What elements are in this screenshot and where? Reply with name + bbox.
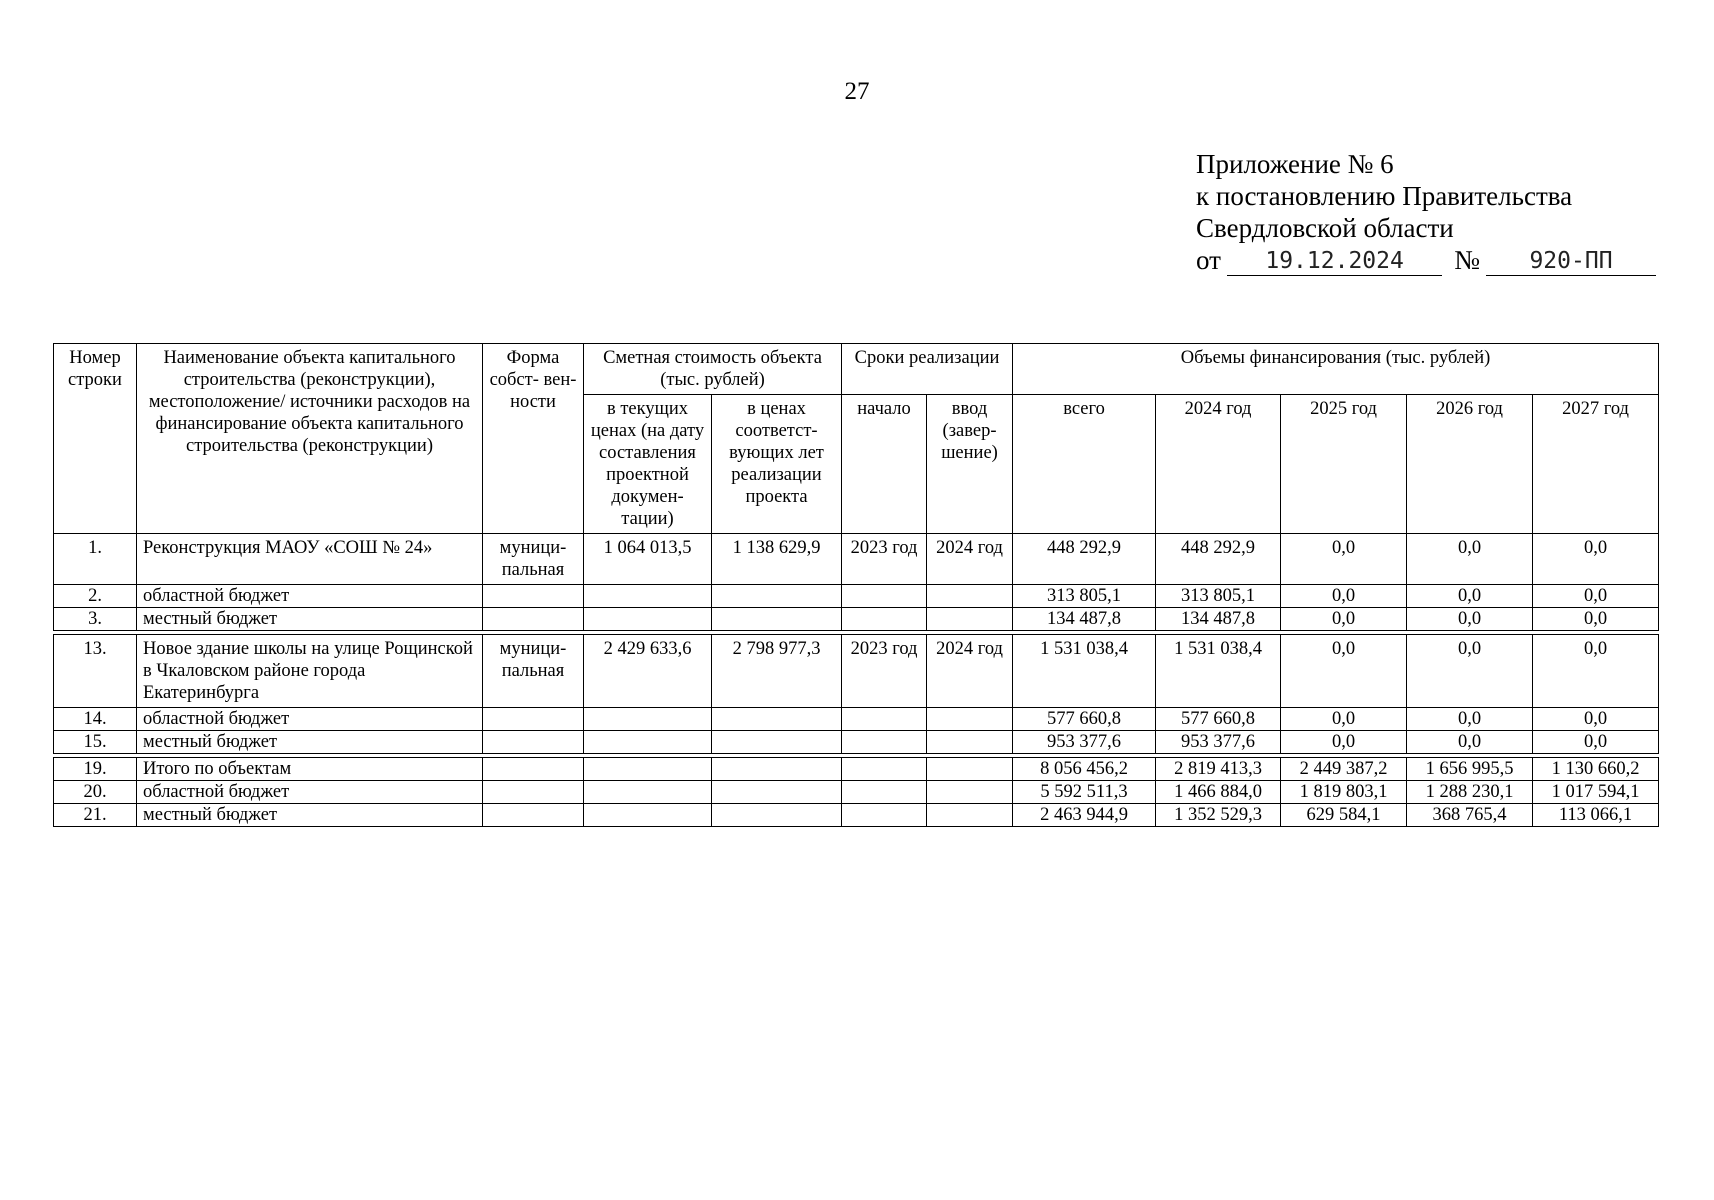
table-row — [54, 608, 1659, 631]
cell-name: областной бюджет — [137, 708, 483, 731]
cell-start: 2023 год — [842, 635, 927, 708]
cell-2024: 1 531 038,4 — [1156, 635, 1281, 708]
cell-2025: 0,0 — [1281, 635, 1407, 708]
table-row — [54, 758, 1659, 781]
cell-form — [483, 758, 584, 781]
cell-num: 13. — [54, 635, 137, 708]
cell-2027: 0,0 — [1533, 585, 1659, 608]
cell-start — [842, 731, 927, 754]
cell-2027: 1 017 594,1 — [1533, 781, 1659, 804]
cell-start — [842, 708, 927, 731]
cell-num: 1. — [54, 534, 137, 585]
header-2024: 2024 год — [1156, 395, 1281, 534]
cell-form — [483, 585, 584, 608]
cell-cost-years — [712, 731, 842, 754]
header-2027: 2027 год — [1533, 395, 1659, 534]
financing-table — [53, 343, 1659, 827]
cell-2024: 2 819 413,3 — [1156, 758, 1281, 781]
cell-cost-current — [584, 608, 712, 631]
header-cost-current: в текущих ценах (на дату составления проектной докумен- тации) — [584, 395, 712, 534]
cell-total: 8 056 456,2 — [1013, 758, 1156, 781]
cell-start — [842, 608, 927, 631]
table-row — [54, 708, 1659, 731]
appendix-title: Приложение № 6 — [1196, 149, 1394, 179]
cell-total: 448 292,9 — [1013, 534, 1156, 585]
cell-name: областной бюджет — [137, 585, 483, 608]
cell-name: местный бюджет — [137, 804, 483, 827]
cell-cost-current — [584, 708, 712, 731]
header-start: начало — [842, 395, 927, 534]
header-cost-years: в ценах соответст- вующих лет реализации проекта — [712, 395, 842, 534]
header-estimated-cost: Сметная стоимость объекта (тыс. рублей) — [584, 344, 842, 395]
appendix-region: Свердловской области — [1196, 213, 1454, 243]
cell-cost-years: 2 798 977,3 — [712, 635, 842, 708]
header-row-number: Номер строки — [54, 344, 137, 534]
cell-2025: 2 449 387,2 — [1281, 758, 1407, 781]
cell-name: областной бюджет — [137, 781, 483, 804]
cell-num: 20. — [54, 781, 137, 804]
resolution-number: 920-ПП — [1486, 247, 1656, 276]
cell-2026: 1 656 995,5 — [1407, 758, 1533, 781]
cell-2024: 953 377,6 — [1156, 731, 1281, 754]
number-label: № — [1454, 245, 1481, 275]
page-number: 27 — [844, 78, 870, 105]
cell-form — [483, 731, 584, 754]
header-2025: 2025 год — [1281, 395, 1407, 534]
cell-2026: 0,0 — [1407, 708, 1533, 731]
cell-num: 2. — [54, 585, 137, 608]
cell-2025: 0,0 — [1281, 731, 1407, 754]
cell-cost-years: 1 138 629,9 — [712, 534, 842, 585]
cell-total: 134 487,8 — [1013, 608, 1156, 631]
cell-cost-current — [584, 804, 712, 827]
cell-2027: 0,0 — [1533, 708, 1659, 731]
cell-cost-current — [584, 758, 712, 781]
cell-form — [483, 781, 584, 804]
cell-2026: 1 288 230,1 — [1407, 781, 1533, 804]
cell-2027: 0,0 — [1533, 608, 1659, 631]
cell-2025: 1 819 803,1 — [1281, 781, 1407, 804]
cell-2025: 0,0 — [1281, 534, 1407, 585]
appendix-block — [1196, 148, 1656, 276]
cell-cost-current — [584, 585, 712, 608]
table-row — [54, 781, 1659, 804]
cell-end — [927, 708, 1013, 731]
cell-end — [927, 608, 1013, 631]
cell-2026: 0,0 — [1407, 534, 1533, 585]
cell-start — [842, 781, 927, 804]
cell-name: Итого по объектам — [137, 758, 483, 781]
cell-end — [927, 731, 1013, 754]
cell-form — [483, 708, 584, 731]
cell-form: муници- пальная — [483, 635, 584, 708]
cell-num: 21. — [54, 804, 137, 827]
cell-2025: 0,0 — [1281, 608, 1407, 631]
cell-2026: 0,0 — [1407, 635, 1533, 708]
cell-2025: 0,0 — [1281, 708, 1407, 731]
cell-end — [927, 804, 1013, 827]
cell-form — [483, 608, 584, 631]
cell-cost-current — [584, 781, 712, 804]
cell-cost-years — [712, 781, 842, 804]
cell-2024: 1 466 884,0 — [1156, 781, 1281, 804]
cell-cost-years — [712, 585, 842, 608]
cell-end — [927, 585, 1013, 608]
header-completion: ввод (завер- шение) — [927, 395, 1013, 534]
table-row — [54, 585, 1659, 608]
appendix-resolution: к постановлению Правительства — [1196, 181, 1573, 211]
cell-total: 577 660,8 — [1013, 708, 1156, 731]
cell-2024: 313 805,1 — [1156, 585, 1281, 608]
cell-cost-years — [712, 804, 842, 827]
cell-total: 2 463 944,9 — [1013, 804, 1156, 827]
cell-2025: 0,0 — [1281, 585, 1407, 608]
cell-total: 5 592 511,3 — [1013, 781, 1156, 804]
cell-total: 313 805,1 — [1013, 585, 1156, 608]
cell-start — [842, 758, 927, 781]
cell-2024: 134 487,8 — [1156, 608, 1281, 631]
cell-name: местный бюджет — [137, 731, 483, 754]
cell-2026: 0,0 — [1407, 731, 1533, 754]
cell-2024: 1 352 529,3 — [1156, 804, 1281, 827]
cell-start — [842, 804, 927, 827]
cell-start: 2023 год — [842, 534, 927, 585]
cell-cost-current: 2 429 633,6 — [584, 635, 712, 708]
cell-2027: 113 066,1 — [1533, 804, 1659, 827]
cell-cost-years — [712, 708, 842, 731]
cell-total: 953 377,6 — [1013, 731, 1156, 754]
cell-cost-current — [584, 731, 712, 754]
cell-2027: 0,0 — [1533, 635, 1659, 708]
header-terms: Сроки реализации — [842, 344, 1013, 395]
cell-2027: 0,0 — [1533, 534, 1659, 585]
resolution-date: 19.12.2024 — [1227, 247, 1442, 276]
header-ownership: Форма собст- вен- ности — [483, 344, 584, 534]
cell-end: 2024 год — [927, 635, 1013, 708]
appendix-date-number — [1196, 244, 1656, 276]
cell-form — [483, 804, 584, 827]
table-row — [54, 804, 1659, 827]
cell-2026: 368 765,4 — [1407, 804, 1533, 827]
cell-end: 2024 год — [927, 534, 1013, 585]
table-row — [54, 534, 1659, 585]
cell-2027: 1 130 660,2 — [1533, 758, 1659, 781]
cell-num: 14. — [54, 708, 137, 731]
cell-num: 19. — [54, 758, 137, 781]
header-funding: Объемы финансирования (тыс. рублей) — [1013, 344, 1659, 395]
table-row — [54, 731, 1659, 754]
cell-cost-years — [712, 758, 842, 781]
header-2026: 2026 год — [1407, 395, 1533, 534]
cell-2027: 0,0 — [1533, 731, 1659, 754]
cell-form: муници- пальная — [483, 534, 584, 585]
cell-2026: 0,0 — [1407, 585, 1533, 608]
cell-num: 3. — [54, 608, 137, 631]
cell-name: Реконструкция МАОУ «СОШ № 24» — [137, 534, 483, 585]
cell-name: Новое здание школы на улице Рощинской в Чкаловском районе города Екатеринбурга — [137, 635, 483, 708]
cell-end — [927, 758, 1013, 781]
cell-2025: 629 584,1 — [1281, 804, 1407, 827]
header-total: всего — [1013, 395, 1156, 534]
cell-2024: 448 292,9 — [1156, 534, 1281, 585]
from-label: от — [1196, 245, 1221, 275]
cell-num: 15. — [54, 731, 137, 754]
cell-2024: 577 660,8 — [1156, 708, 1281, 731]
cell-2026: 0,0 — [1407, 608, 1533, 631]
cell-cost-years — [712, 608, 842, 631]
table-row — [54, 635, 1659, 708]
cell-name: местный бюджет — [137, 608, 483, 631]
cell-end — [927, 781, 1013, 804]
cell-start — [842, 585, 927, 608]
cell-total: 1 531 038,4 — [1013, 635, 1156, 708]
header-object-name: Наименование объекта капитального строительства (реконструкции), местоположение/ источники расходов на финансирование объекта капитального строительства (реконструкции) — [137, 344, 483, 534]
cell-cost-current: 1 064 013,5 — [584, 534, 712, 585]
